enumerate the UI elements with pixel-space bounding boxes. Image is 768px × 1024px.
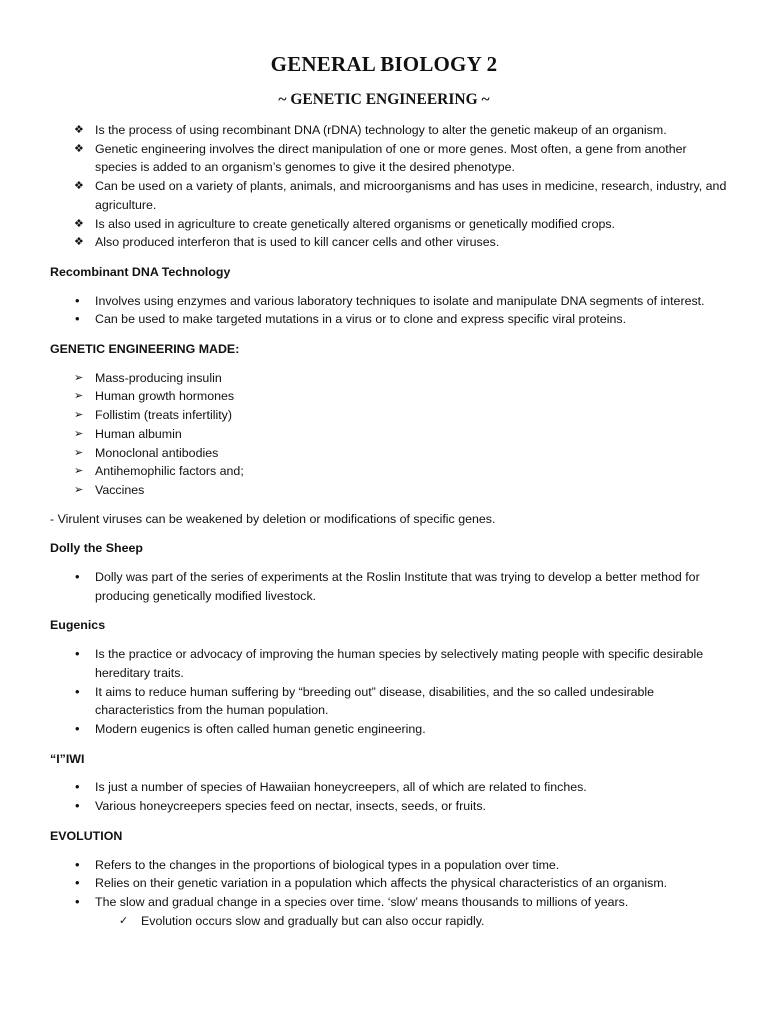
list-item-text: Evolution occurs slow and gradually but can also occur rapidly.: [141, 913, 485, 928]
list-item: [50, 369, 730, 388]
dolly-list: [50, 568, 730, 605]
arrow-bullet-icon: ➢: [74, 465, 84, 478]
bullet-icon: •: [75, 798, 80, 814]
bullet-icon: •: [75, 646, 80, 662]
list-item: [50, 444, 730, 463]
list-item-text: Antihemophilic factors and;: [95, 464, 244, 479]
section-heading-made: GENETIC ENGINEERING MADE:: [50, 342, 240, 357]
list-item: [50, 387, 730, 406]
evolution-list: [50, 856, 730, 912]
list-item-text: Is just a number of species of Hawaiian honeycreepers, all of which are related to finches.: [95, 780, 587, 795]
bullet-icon: •: [75, 720, 80, 736]
recombinant-list: [50, 292, 730, 329]
list-item: [50, 292, 730, 311]
list-item-text: Genetic engineering involves the direct manipulation of one or more genes. Most often, a gene from another species is added to an organism’s genomes to give it the desired phenotype.: [95, 141, 687, 175]
list-item-text: Vaccines: [95, 482, 145, 497]
list-item: [50, 215, 730, 234]
diamond-bullet-icon: ❖: [74, 124, 84, 136]
list-item-text: Involves using enzymes and various laboratory techniques to isolate and manipulate DNA segments of interest.: [95, 293, 705, 308]
list-item-text: Monoclonal antibodies: [95, 445, 219, 460]
list-item: [50, 568, 730, 605]
list-item: [50, 874, 730, 893]
list-item-text: Modern eugenics is often called human genetic engineering.: [95, 721, 426, 736]
document-body: [50, 121, 730, 930]
checkmark-icon: ✓: [119, 914, 129, 927]
made-list: [50, 369, 730, 500]
arrow-bullet-icon: ➢: [74, 390, 84, 403]
list-item-text: Also produced interferon that is used to kill cancer cells and other viruses.: [95, 235, 500, 250]
list-item: [50, 645, 730, 682]
bullet-icon: •: [75, 875, 80, 891]
list-item-text: The slow and gradual change in a species over time. ‘slow’ means thousands to millions of years.: [95, 894, 629, 909]
bullet-icon: •: [75, 683, 80, 699]
list-item: [50, 406, 730, 425]
list-item-text: It aims to reduce human suffering by “breeding out” disease, disabilities, and the so called undesirable characteristics from the human population.: [95, 684, 655, 718]
list-item-text: Refers to the changes in the proportions of biological types in a population over time.: [95, 857, 560, 872]
diamond-bullet-icon: ❖: [74, 180, 84, 193]
list-item: [50, 797, 730, 816]
list-item-text: Follistim (treats infertility): [95, 408, 232, 423]
list-item-text: Is the practice or advocacy of improving the human species by selectively mating people with specific desirable hereditary traits.: [95, 647, 704, 680]
list-item: [50, 177, 730, 214]
evolution-sublist: [50, 912, 730, 931]
list-item: [50, 856, 730, 875]
bullet-icon: •: [75, 569, 80, 585]
list-item: [50, 481, 730, 500]
list-item: [50, 425, 730, 444]
bullet-icon: •: [75, 893, 80, 909]
document-title: GENERAL BIOLOGY 2: [270, 52, 498, 76]
list-item-text: Is the process of using recombinant DNA (rDNA) technology to alter the genetic makeup of an organism.: [95, 123, 667, 137]
arrow-bullet-icon: ➢: [74, 446, 84, 459]
list-item: [50, 462, 730, 481]
section-heading-evolution: EVOLUTION: [50, 828, 123, 843]
list-item-text: Is also used in agriculture to create genetically altered organisms or genetically modified crops.: [95, 216, 615, 231]
list-item-text: Dolly was part of the series of experiments at the Roslin Institute that was trying to develop a better method for producing genetically modified livestock.: [95, 570, 700, 603]
list-item: [50, 140, 730, 177]
iiwi-list: [50, 778, 730, 815]
virulent-note: - Virulent viruses can be weakened by deletion or modifications of specific genes.: [50, 511, 496, 526]
diamond-bullet-icon: ❖: [74, 217, 84, 230]
list-item: [50, 310, 730, 329]
list-item: [50, 912, 730, 931]
section-heading-recombinant: Recombinant DNA Technology: [50, 264, 231, 279]
arrow-bullet-icon: ➢: [74, 483, 84, 496]
arrow-bullet-icon: ➢: [74, 371, 84, 384]
section-heading-dolly: Dolly the Sheep: [50, 541, 143, 556]
list-item-text: Can be used on a variety of plants, animals, and microorganisms and has uses in medicine, research, industry, and agriculture.: [95, 179, 727, 212]
arrow-bullet-icon: ➢: [74, 409, 84, 422]
section-heading-eugenics: Eugenics: [50, 618, 106, 633]
intro-list: [50, 121, 730, 252]
list-item: [50, 778, 730, 797]
bullet-icon: •: [75, 856, 80, 872]
bullet-icon: •: [75, 292, 80, 308]
list-item: [50, 121, 730, 140]
list-item: [50, 720, 730, 739]
list-item-text: Human albumin: [95, 426, 182, 441]
list-item: [50, 893, 730, 912]
list-item-text: Various honeycreepers species feed on nectar, insects, seeds, or fruits.: [95, 799, 486, 814]
bullet-icon: •: [75, 779, 80, 795]
list-item-text: Can be used to make targeted mutations in a virus or to clone and express specific viral proteins.: [95, 312, 627, 327]
diamond-bullet-icon: ❖: [74, 142, 84, 155]
eugenics-list: [50, 645, 730, 739]
arrow-bullet-icon: ➢: [74, 427, 84, 440]
diamond-bullet-icon: ❖: [74, 236, 84, 249]
list-item: [50, 683, 730, 720]
bullet-icon: •: [75, 311, 80, 327]
list-item-text: Human growth hormones: [95, 389, 235, 404]
list-item-text: Relies on their genetic variation in a population which affects the physical characteristics of an organism.: [95, 876, 668, 891]
document-subtitle: ~ GENETIC ENGINEERING ~: [278, 91, 490, 108]
list-item: [50, 233, 730, 252]
section-heading-iiwi: “I”IWI: [50, 751, 85, 766]
list-item-text: Mass-producing insulin: [95, 370, 222, 385]
